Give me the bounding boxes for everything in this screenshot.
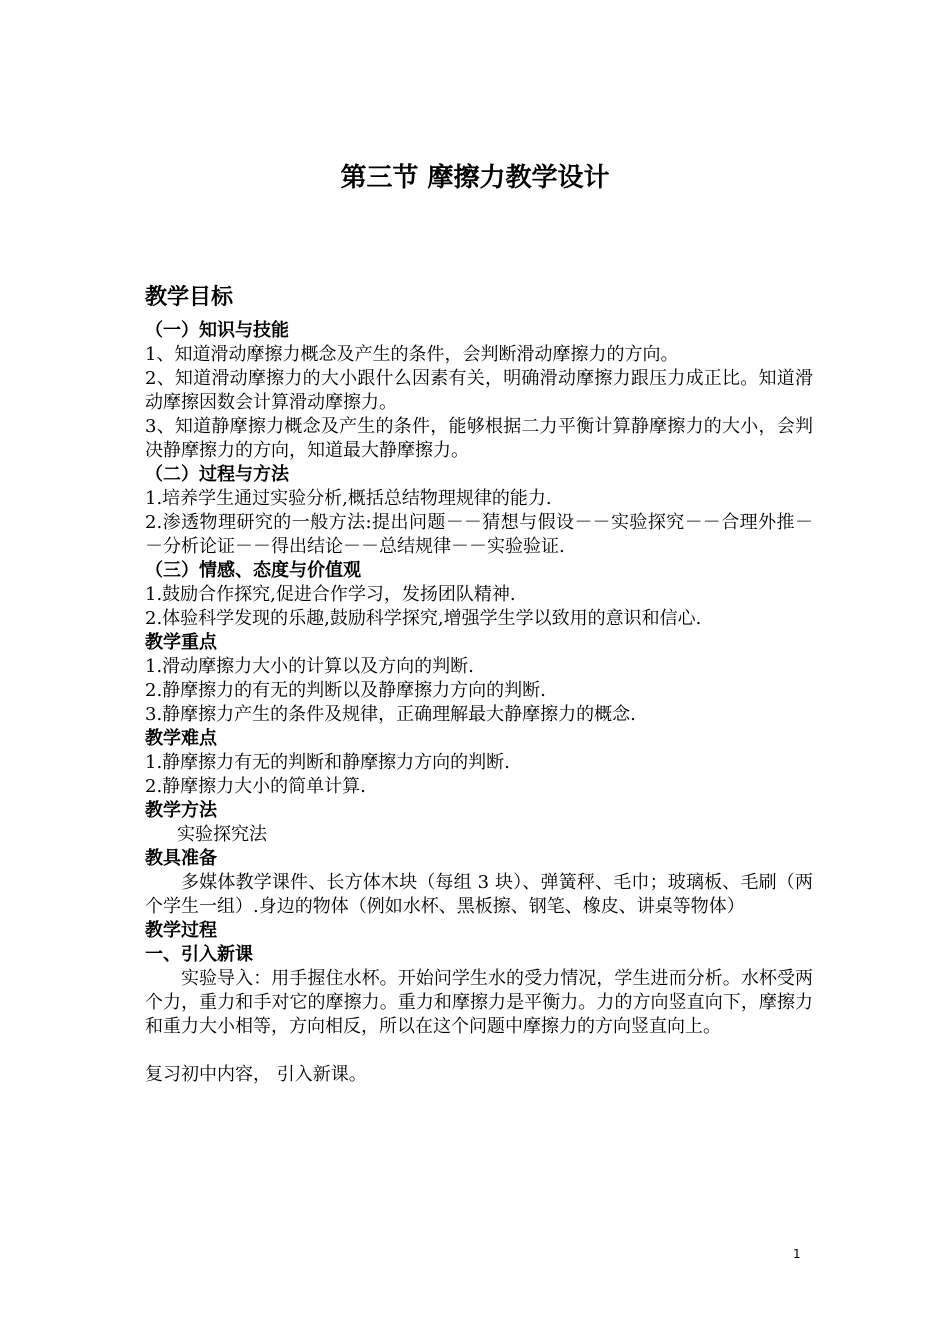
knowledge-heading: （一）知识与技能 xyxy=(145,320,289,341)
key-point-item: 1.滑动摩擦力大小的计算以及方向的判断. xyxy=(145,656,474,677)
process-heading: （二）过程与方法 xyxy=(145,464,289,485)
knowledge-item: 3、知道静摩擦力概念及产生的条件，能够根据二力平衡计算静摩擦力的大小，会判决静摩擦力的方向，知道最大静摩擦力。 xyxy=(145,416,813,461)
knowledge-item: 2、知道滑动摩擦力的大小跟什么因素有关，明确滑动摩擦力跟压力成正比。知道滑动摩擦因数会计算滑动摩擦力。 xyxy=(145,368,813,413)
difficulties-heading: 教学难点 xyxy=(145,728,217,749)
difficulty-item: 1.静摩擦力有无的判断和静摩擦力方向的判断. xyxy=(145,752,510,773)
process-item: 1.培养学生通过实验分析,概括总结物理规律的能力. xyxy=(145,488,552,509)
emotion-heading: （三）情感、态度与价值观 xyxy=(145,560,361,581)
emotion-item: 1.鼓励合作探究,促进合作学习，发扬团队精神. xyxy=(145,584,516,605)
methods-heading: 教学方法 xyxy=(145,800,217,821)
key-point-item: 3.静摩擦力产生的条件及规律，正确理解最大静摩擦力的概念. xyxy=(145,704,636,725)
emotion-item: 2.体验科学发现的乐趣,鼓励科学探究,增强学生学以致用的意识和信心. xyxy=(145,608,702,629)
document-title: 第三节 摩擦力教学设计 xyxy=(340,163,610,193)
knowledge-item: 1、知道滑动摩擦力概念及产生的条件，会判断滑动摩擦力的方向。 xyxy=(145,344,679,365)
key-point-item: 2.静摩擦力的有无的判断以及静摩擦力方向的判断. xyxy=(145,680,546,701)
objectives-heading: 教学目标 xyxy=(145,285,234,310)
difficulty-item: 2.静摩擦力大小的简单计算. xyxy=(145,776,366,797)
methods-text: 实验探究法 xyxy=(177,824,267,845)
document-body xyxy=(145,283,813,1087)
closing-text: 复习初中内容， 引入新课。 xyxy=(145,1064,367,1085)
materials-text: 多媒体教学课件、长方体木块（每组 3 块）、弹簧秤、毛巾；玻璃板、毛刷（两个学生一组）.身边的物体（例如水杯、黑板擦、钢笔、橡皮、讲桌等物体） xyxy=(145,872,813,917)
key-points-heading: 教学重点 xyxy=(145,632,217,653)
teaching-process-heading: 教学过程 xyxy=(145,920,217,941)
page-number: 1 xyxy=(793,1247,801,1261)
intro-paragraph: 实验导入：用手握住水杯。开始问学生水的受力情况，学生进而分析。水杯受两个力，重力和手对它的摩擦力。重力和摩擦力是平衡力。力的方向竖直向下，摩擦力和重力大小相等，方向相反，所以在这个问题中摩擦力的方向竖直向上。 xyxy=(145,968,813,1037)
process-item: 2.渗透物理研究的一般方法:提出问题－－猜想与假设－－实验探究－－合理外推－－分析论证－－得出结论－－总结规律－－实验验证. xyxy=(145,512,813,557)
materials-heading: 教具准备 xyxy=(145,848,217,869)
intro-heading: 一、引入新课 xyxy=(145,944,253,965)
blank-line xyxy=(145,1039,813,1063)
